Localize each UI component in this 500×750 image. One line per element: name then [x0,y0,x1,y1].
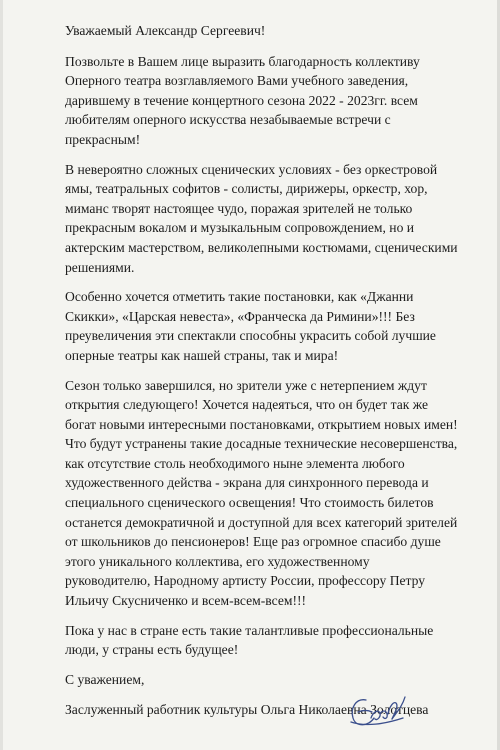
text-line: Что будут устранены такие досадные технические несовершенства, [65,436,458,452]
text-line: люди, у страны есть будущее! [65,642,239,658]
handwritten-signature [347,688,409,730]
text-line: миманс творят настоящее чудо, поражая зрителей не только [65,200,413,216]
text-line: оперные театры как нашей страны, так и мира! [65,347,339,363]
text-line: ямы, театральных софитов - солисты, дирижеры, оркестр, хор, [65,181,428,197]
letter-greeting: Уважаемый Александр Сергеевич! [65,23,266,38]
text-line: богат новыми интересными постановками, открытием новых имен! [65,416,458,432]
text-line: любителям оперного искусства незабываемые встречи с [65,112,391,128]
text-line: решениями. [65,259,135,275]
letter-body [65,21,475,720]
text-line: преувеличения эти спектакли способны украсить собой лучшие [65,328,436,344]
text-line: как отсутствие столь необходимого ныне элемента любого [65,455,405,471]
paragraph-season [65,376,475,611]
text-line: художественного действа - экрана для синхронного перевода и [65,475,429,491]
signatory-line: Заслуженный работник культуры Ольга Николаевна Золотцева [65,702,429,718]
text-line: Пока у нас в стране есть такие талантливые профессиональные [65,622,434,638]
text-line: от школьников до пенсионеров! Еще раз огромное спасибо душе [65,534,441,550]
paragraph-future [65,621,475,660]
text-line: Скикки», «Царская невеста», «Франческа да Римини»!!! Без [65,308,415,324]
text-line: дарившему в течение концертного сезона 2022 - 2023гг. всем [65,92,418,108]
text-line: прекрасным вокалом и музыкальным сопровождением, но и [65,220,415,236]
text-line: В невероятно сложных сценических условиях - без оркестровой [65,161,438,177]
text-line: Особенно хочется отметить такие постановки, как «Джанни [65,289,414,305]
text-line: Позвольте в Вашем лице выразить благодарность коллективу [65,53,420,69]
text-line: этого уникального коллектива, его художественному [65,553,370,569]
letter-closing: С уважением, [65,671,145,687]
text-line: прекрасным! [65,131,141,147]
paragraph-conditions [65,160,475,278]
text-line: Сезон только завершился, но зрители уже с нетерпением ждут [65,377,427,393]
text-line: руководителю, Народному артисту России, профессору Петру [65,573,426,589]
text-line: актерским мастерством, великолепными костюмами, сценическими [65,239,458,255]
text-line: Оперного театра возглавляемого Вами учебного заведения, [65,73,409,89]
text-line: открытия следующего! Хочется надеяться, что он будет так же [65,397,429,413]
text-line: специального сценического освещения! Что стоимость билетов [65,495,434,511]
paragraph-productions [65,287,475,365]
paragraph-gratitude [65,52,475,150]
text-line: останется демократичной и доступной для всех категорий зрителей [65,514,458,530]
text-line: Ильичу Скусниченко и всем-всем-всем!!! [65,593,307,609]
